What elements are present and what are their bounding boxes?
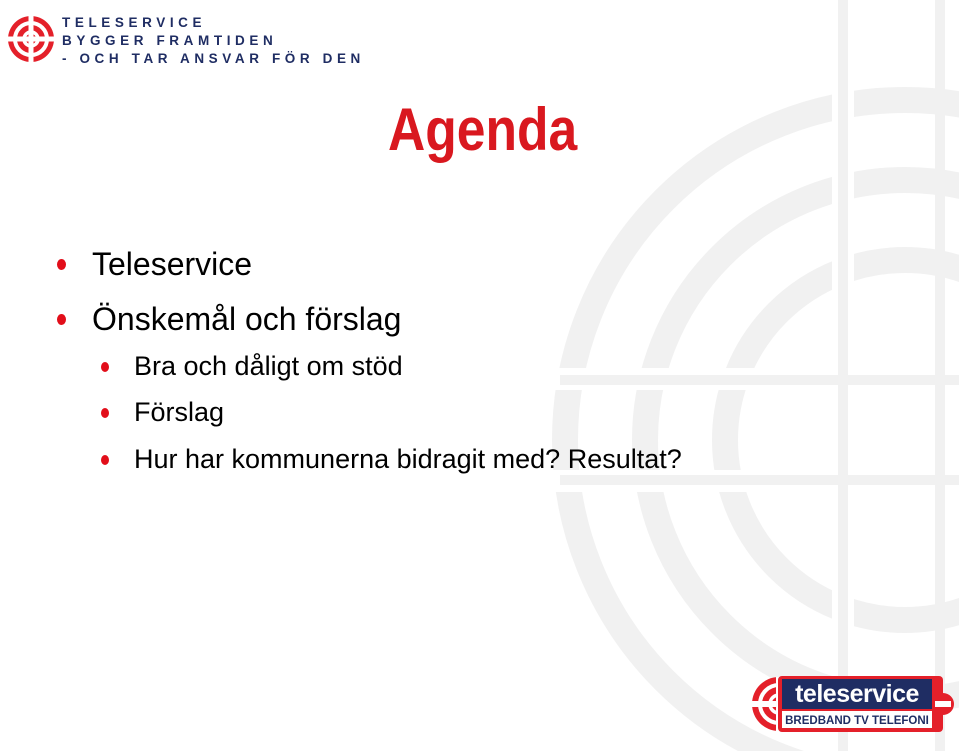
agenda-item-text: Teleservice [92,246,253,282]
tagline-line-3: - OCH TAR ANSVAR FÖR DEN [62,51,365,66]
tagline-line-2: BYGGER FRAMTIDEN [62,33,278,48]
company-tagline [62,14,365,68]
bullet-dot-icon [101,408,109,418]
agenda-item-text: Hur har kommunerna bidragit med? Resultat? [134,444,682,474]
brand-wordmark: teleservice [795,680,919,708]
bullet-dot-icon [101,455,109,465]
agenda-item [92,300,401,338]
teleservice-brand-logo [752,675,955,733]
bullet-dot-icon [57,314,66,325]
brand-subtitle: BREDBAND TV TELEFONI [785,715,929,727]
bullet-dot-icon [57,259,66,270]
slide-title: Agenda [388,96,578,163]
agenda-subitem [134,443,682,475]
agenda-subitem [134,396,224,428]
agenda-item-text: Önskemål och förslag [92,301,402,337]
agenda-item [92,245,252,283]
agenda-item-text: Förslag [134,397,225,427]
teleservice-crosshair-logo [6,14,56,64]
agenda-item-text: Bra och dåligt om stöd [134,351,403,381]
tagline-line-1: TELESERVICE [62,15,207,30]
bullet-dot-icon [101,362,109,372]
agenda-subitem [134,350,403,382]
